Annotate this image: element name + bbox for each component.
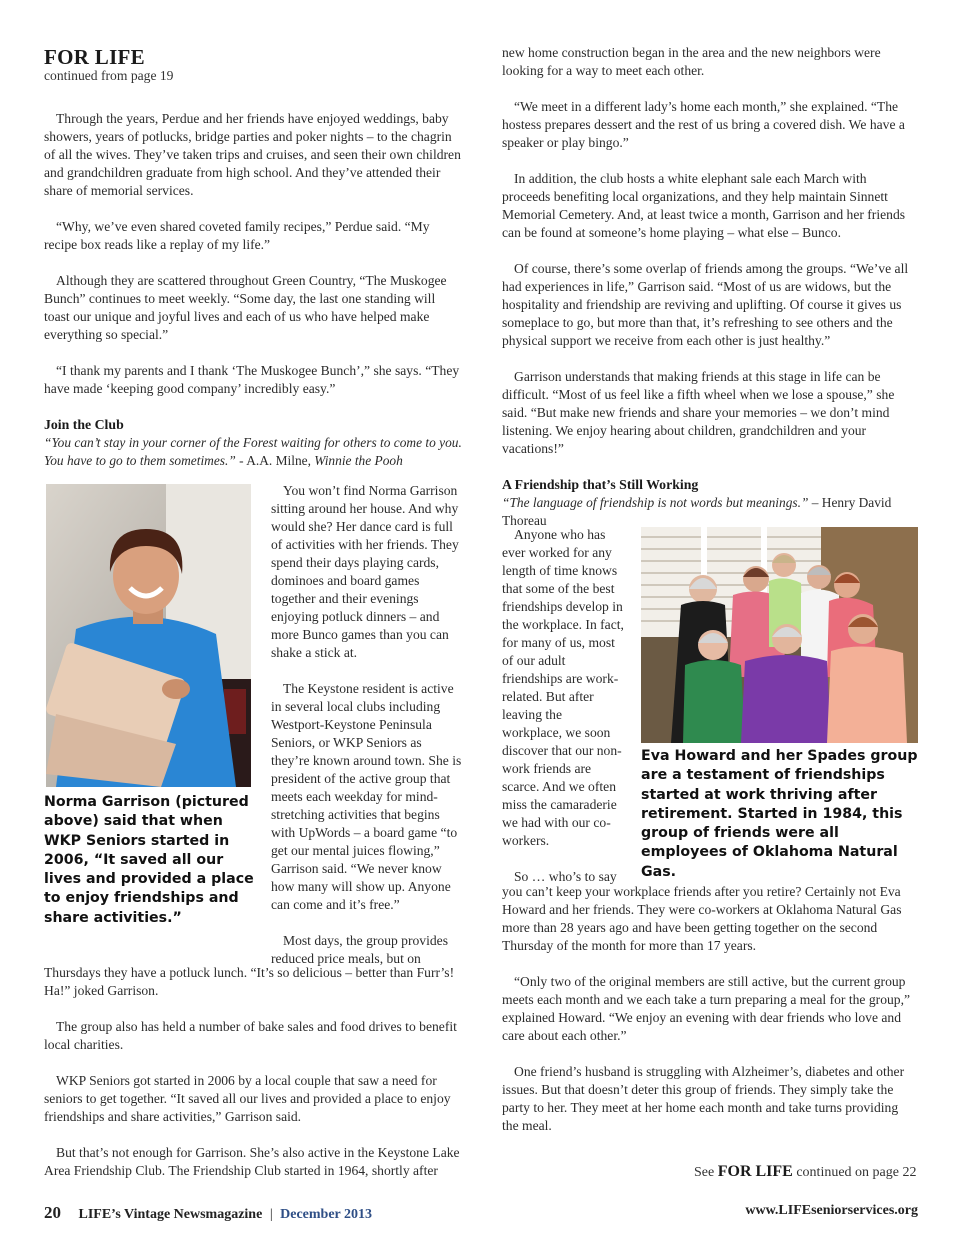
website-link[interactable]: www.LIFEseniorservices.org [745,1203,918,1218]
narrow-right-paragraph: Anyone who has ever worked for any length of time knows that some of the best friendships develop in the workplace. In fact, for many of us, most of our adult friendships are work-related. But after leaving the workplace, we soon discover that our non-work friends are scarce. And we often miss the camaraderie we had with our co-workers. [502,527,624,848]
norma-caption: Norma Garrison (pictured above) said that when WKP Seniors started in 2006, “It saved all our lives and provided a place to enjoy friendships and share activities.” [44,794,254,926]
see-suffix: continued on page 22 [792,1165,917,1180]
left-after-paragraph: But that’s not enough for Garrison. She’s also active in the Keystone Lake Area Friendship Club. The Friendship Club started in 1964, shortly after [44,1145,460,1178]
section-title: FOR LIFE [44,45,145,69]
page-number: 20 [44,1203,61,1222]
left-paragraph: “Why, we’ve even shared coveted family recipes,” Perdue said. “My recipe box reads like a replay of my life.” [44,219,430,252]
narrow-left-paragraph: The Keystone resident is active in several local clubs including Westport-Keystone Peninsula Seniors, or WKP Seniors as they’re known around town. She is president of the active group that meets each weekday for mind-stretching activities that begins with UpWords – a board game “to get our mental juices flowing,” Garrison said. “We never know how many will show up. Anyone can come and it’s free.” [271,681,462,912]
left-paragraph: Although they are scattered throughout Green Country, “The Muskogee Bunch” continues to meet weekly. “Some day, the last one standing will toast our unique and joyful lives and each of us who have helped make everything so special.” [44,273,447,342]
right-paragraph: Of course, there’s some overlap of friends among the groups. “We’ve all had experiences in life,” Garrison said. “Most of us are widows, but the hospitality and friendship are reviving and uplifting. Of course it gives us someplace to go, but more than that, it’s refreshing to see others and the physical support we receive from each other is just healthy.” [502,261,909,348]
narrow-right-column [502,526,624,886]
see-prefix: See [694,1165,718,1180]
narrow-right-paragraph: So … who’s to say [514,869,617,884]
right-after-paragraph: “Only two of the original members are still active, but the current group meets each month and we each take a turn preparing a meal for the group,” explained Howard. “We enjoy an evening with dear friends who love and care about each other.” [502,974,911,1043]
continued-on-link[interactable] [694,1163,916,1181]
quote-attribution: – Henry David Thoreau [502,495,892,528]
right-paragraph: In addition, the club hosts a white elephant sale each March with proceeds benefiting local organizations, and they help maintain Sinnett Memorial Cemetery. And, at least twice a month, Garrison and her friends can be found at someone’s home playing – what else – Bunco. [502,171,906,240]
spades-caption: Eva Howard and her Spades group are a testament of friendships started at work thriving after retirement. Started in 1984, this group of friends were all employees of Oklahoma Natural Gas. [641,748,918,880]
milne-quote [44,434,462,470]
quote-attribution: - A.A. Milne, [235,453,315,468]
right-paragraph: Garrison understands that making friends at this stage in life can be difficult. “Most of us feel like a fifth wheel when we lose a spouse,” she said. “But make new friends and share your memories – we don’t mind listening. We enjoy hearing about children, grandchildren and your vacations!” [502,369,895,456]
right-after-paragraph: you can’t keep your workplace friends after you retire? Certainly not Eva Howard and her friends. They were co-workers at Oklahoma Natural Gas more than 28 years ago and have been getting together on the second Thursday of the month for more than 17 years. [502,884,902,953]
narrow-left-column [271,482,463,968]
group-photo-illustration [641,527,918,743]
narrow-left-paragraph: You won’t find Norma Garrison sitting around her house. And why would she? Her dance card is full of activities with her friends. They spend their days playing cards, dominoes and board games together and their evenings enjoying potluck dinners – and more Bunco games than you can shake a stick at. [271,483,459,660]
continued-note: continued from page 19 [44,68,174,83]
left-column [44,46,462,488]
footer [44,1203,920,1223]
publication-name: LIFE’s Vintage Newsmagazine [78,1207,263,1222]
left-after-paragraph: WKP Seniors got started in 2006 by a local couple that saw a need for seniors to get together. “It saved all our lives and provided a place to enjoy friendships and share activities,” Garrison said. [44,1073,451,1124]
see-title: FOR LIFE [717,1163,793,1180]
norma-photo-illustration [46,484,251,787]
right-column [502,44,918,548]
thoreau-quote [502,494,918,530]
right-column-continued [502,883,918,1153]
left-paragraph: Through the years, Perdue and her friends have enjoyed weddings, baby showers, years of potlucks, bridge parties and poker nights – to the chagrin of all the wives. They’ve taken trips and cruises, and seen their own children and grandchildren graduate from high school. And they’ve attended their share of memorial services. [44,111,461,198]
left-paragraph: “I thank my parents and I thank ‘The Muskogee Bunch’,” she says. “They have made ‘keeping good company’ incredibly easy.” [44,363,460,396]
footer-separator: | [269,1207,273,1222]
left-after-paragraph: The group also has held a number of bake sales and food drives to benefit local charities. [44,1019,457,1052]
quote-source: Winnie the Pooh [314,453,403,468]
quote-text: “You can’t stay in your corner of the Forest waiting for others to come to you. You have to go to them sometimes.” [44,435,462,468]
narrow-left-paragraph: Most days, the group provides reduced price meals, but on [271,933,448,966]
subhead-join-club: Join the Club [44,417,124,432]
right-after-paragraph: One friend’s husband is struggling with Alzheimer’s, diabetes and other issues. But that doesn’t deter this group of friends. They simply take the party to her. They meet at her home each month and take turns providing the meal. [502,1064,905,1133]
right-paragraph: “We meet in a different lady’s home each month,” she explained. “The hostess prepares dessert and the rest of us bring a covered dish. We have a speaker or play bingo.” [502,99,905,150]
norma-garrison-photo [46,484,251,787]
right-paragraph: new home construction began in the area and the new neighbors were looking for a way to meet each other. [502,45,881,78]
subhead-friendship: A Friendship that’s Still Working [502,477,699,492]
left-after-paragraph: Thursdays they have a potluck lunch. “It’s so delicious – better than Furr’s! Ha!” joked Garrison. [44,965,455,998]
quote-text: “The language of friendship is not words but meanings.” [502,495,809,510]
issue-date: December 2013 [280,1207,372,1222]
left-column-continued [44,964,462,1198]
spades-group-photo [641,527,918,743]
